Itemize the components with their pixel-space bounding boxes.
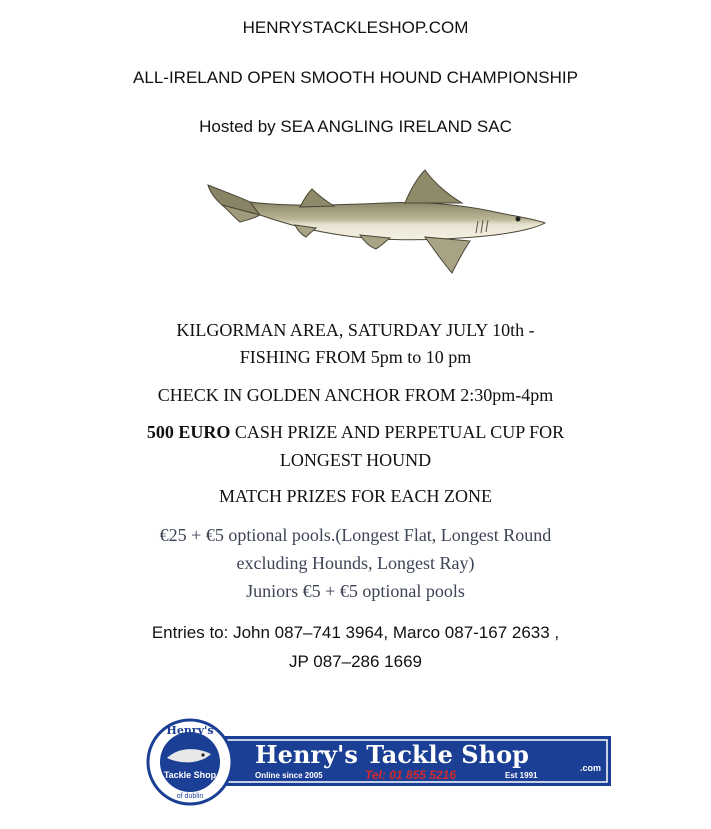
location-line-1: KILGORMAN AREA, SATURDAY JULY 10th - [176, 320, 535, 340]
logo-online-since: Online since 2005 [255, 771, 323, 780]
logo-com: .com [580, 763, 602, 773]
smooth-hound-fish-image [200, 165, 550, 290]
entries-line-2: JP 087–286 1669 [289, 652, 422, 671]
host-line: Hosted by SEA ANGLING IRELAND SAC [199, 117, 512, 136]
logo-badge-bottom: of dublin [176, 793, 204, 800]
prize-amount: 500 EURO [146, 422, 231, 442]
match-prizes-line: MATCH PRIZES FOR EACH ZONE [218, 486, 493, 506]
pools-line-2: excluding Hounds, Longest Ray) [236, 553, 475, 573]
entries-line-1: Entries to: John 087–741 3964, Marco 087-167 2633 , [151, 623, 560, 642]
henrys-tackle-shop-logo [145, 718, 615, 806]
site-name: HENRYSTACKLESHOP.COM [242, 18, 469, 37]
location-line-2: FISHING FROM 5pm to 10 pm [239, 347, 472, 367]
logo-badge-mid: Tackle Shop [163, 770, 217, 780]
prize-line-1 [0, 422, 711, 443]
logo-established: Est 1991 [505, 771, 538, 780]
checkin-line: CHECK IN GOLDEN ANCHOR FROM 2:30pm-4pm [157, 385, 554, 405]
logo-shop-name: Henry's Tackle Shop [255, 740, 529, 769]
pools-line-1: €25 + €5 optional pools.(Longest Flat, Longest Round [159, 525, 552, 545]
prize-line-2: LONGEST HOUND [279, 450, 432, 470]
logo-badge [148, 720, 232, 804]
pools-line-3: Juniors €5 + €5 optional pools [246, 581, 465, 601]
event-title: ALL-IRELAND OPEN SMOOTH HOUND CHAMPIONSHIP [133, 68, 578, 87]
prize-text: CASH PRIZE AND PERPETUAL CUP FOR [230, 422, 565, 442]
logo-telephone: Tel: 01 855 5216 [365, 768, 456, 782]
logo-badge-top: Henry's [166, 724, 214, 737]
